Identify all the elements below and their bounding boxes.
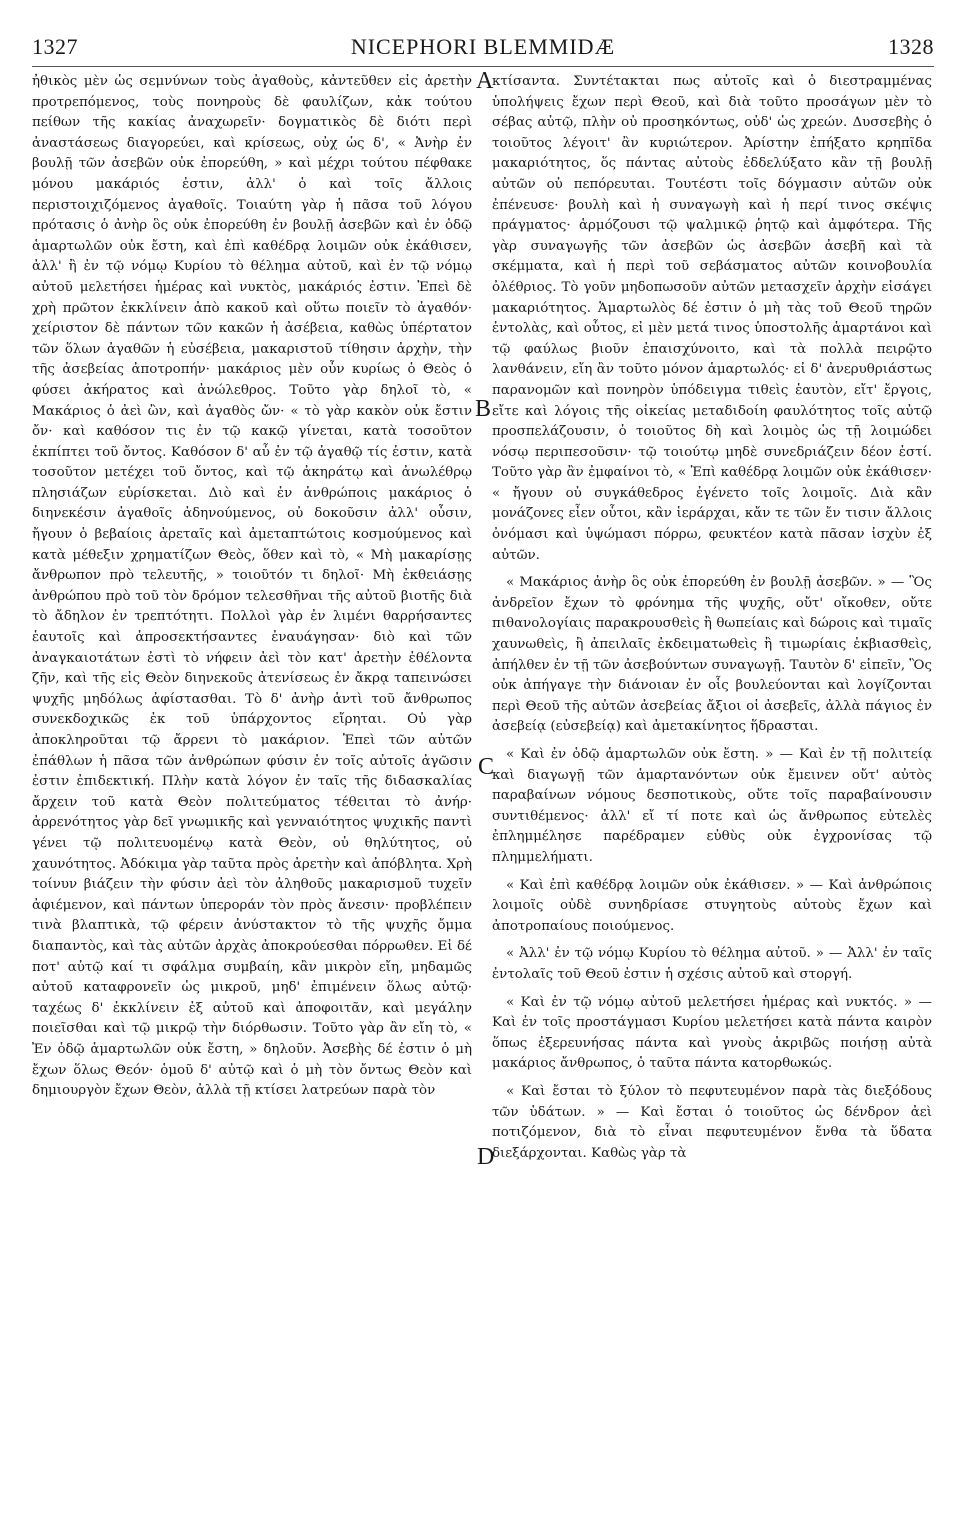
verse-commentary: « Καὶ ἐν τῷ νόμῳ αὐτοῦ μελετήσει ἡμέρας καὶ νυκτός. » — Καὶ ἐν τοῖς προστάγμασι Κυρίου μελετήσει κατὰ πάντα καιρὸν ὅπως ἐξερευνήσας πάντα καὶ γνοὺς ἀκριβῶς ποιήσῃ αὐτὰ μακάριος ἄνθρωπος, ὁ ταῦτα πάντα κατορθωκώς. xyxy=(492,994,932,1072)
running-title: NICEPHORI BLEMMIDÆ xyxy=(350,34,616,59)
right-column xyxy=(492,72,932,1164)
section-marker-c: C xyxy=(478,754,495,780)
right-paragraph: κτίσαντα. Συντέτακται πως αὐτοῖς καὶ ὁ διεστραμμένας ὑπολήψεις ἔχων περὶ Θεοῦ, καὶ διὰ τοῦτο προσάγων μὲν τὸ σέβας αὐτῷ, πλὴν οὐ προσηκόντως, οὐδ' ὡς χρεών. Δυσσεβὴς ὁ τοιοῦτος λέγοιτ' ἂν κυριώτερον. Ἀρίστην ἐπήξατο κρηπῖδα μακαριότητος, ὅς πάντας αὐτοὺς ἐδδελύξατο κἂν τῇ βουλῇ αὐτῶν οὐ πεπόρευται. Τουτέστι τοῖς δόγμασιν αὐτῶν οὐκ ἐπένευσε· βουλὴ καὶ ἡ συναγωγὴ καὶ ἡ περί τινος σκέψις πράγματος· ἁρμόζουσι τῷ ψαλμικῷ ῥητῷ καὶ ἀμφότερα. Τῆς γὰρ συναγωγῆς τῶν ἀσεβῶν ὡς ἀσεβῶν ἀσεβῆ καὶ τὰ σκέμματα, καὶ ἡ περὶ τοῦ σεβάσματος αὐτῶν κοινοβουλία ὀλέθριος. Τὸ γοῦν μηδοπωσοῦν αὐτῶν μετασχεῖν ἀρχὴν εἰσάγει μακαριότητος. Ἁμαρτωλὸς δέ ἐστιν ὁ μὴ τὰς τοῦ Θεοῦ τηρῶν ἐντολὰς, καὶ οὗτος, εἰ μὲν μετά τινος ὑποστολῆς ἁμαρτάνοι καὶ τῷ φαύλως βιοῦν ἐπαισχύνοιτο, καὶ τὰ πολλὰ πειρῷτο λανθάνειν, εἴη ἂν τοῦτο μόνον ἁμαρτωλός· εἰ δ' ἀνερυθριάστως παρανομῶν καὶ πονηρὸν ὑπόδειγμα τιθεὶς ἑαυτὸν, εἴτ' ἔργοις, εἴτε καὶ λόγοις τῆς οἰκείας μεταδιδοίη φαυλότητος τοῖς αὐτῷ προσπελάζουσιν, ὁ τοιοῦτος δὴ καὶ λοιμὸς ὡς τῇ λοιμώδει νόσῳ περιπεσοῦσιν· τῷ τοιούτῳ μηδὲ συνεδριάζειν δέον ἐστί. Τοῦτο γὰρ ἂν ἐμφαίνοι τὸ, « Ἐπὶ καθέδρᾳ λοιμῶν οὐκ ἐκάθισεν· « ἤγουν οὐ συγκάθεδρος ἐγένετο τοῖς λοιμοῖς. Διὰ κἂν μονάζονες εἶεν οὗτοι, κἂν ἱεράρχαι, κἄν τε τῶν ἔν τισιν ἄλλοις ὀνόμασι καὶ ὑψώμασι πόρρω, φευκτέον κατὰ πᾶσαν ἰσχὺν ἐξ αὐτῶν. xyxy=(492,74,932,563)
verse-commentary: « Καὶ ἔσται τὸ ξύλον τὸ πεφυτευμένον παρὰ τὰς διεξόδους τῶν ὑδάτων. » — Καὶ ἔσται ὁ τοιοῦτος ὡς δένδρον ἀεὶ ποτιζόμενον, διὰ τὸ εἶναι πεφυτευμένον ἔνθα τὰ ὕδατα διεξάρχονται. Καθὼς γὰρ τὰ xyxy=(492,1083,932,1161)
left-column xyxy=(32,72,472,1102)
verse-commentary: « Καὶ ἐπὶ καθέδρᾳ λοιμῶν οὐκ ἐκάθισεν. » — Καὶ ἀνθρώποις λοιμοῖς οὐδὲ συνηδρίασε στυγητοὺς αὐτοὺς ἔχων καὶ ἀποτροπαίους ποιούμενος. xyxy=(492,877,932,934)
header-rule xyxy=(32,66,934,67)
section-marker-d: D xyxy=(477,1144,495,1170)
verse-commentary: « Καὶ ἐν ὁδῷ ἁμαρτωλῶν οὐκ ἔστη. » — Καὶ ἐν τῇ πολιτείᾳ καὶ διαγωγῇ τῶν ἁμαρτανόντων οὐκ ἔμεινεν οὔτ' αὐτὸς παραβαίνων νόμους δεσποτικοὺς, οὔτε τοῖς παραβαίνουσιν συντιθέμενος· ἀλλ' εἴ τί ποτε καὶ ὡς ἄνθρωπος εὐτελὲς ἐπλημμέλησε παρέδραμεν εὐθὺς οὐκ ἐγχρονίσας τῷ πλημμελήματι. xyxy=(492,747,932,865)
right-page-number: 1328 xyxy=(887,34,934,59)
left-paragraph: ἠθικὸς μὲν ὡς σεμνύνων τοὺς ἀγαθοὺς, κἀντεῦθεν εἰς ἀρετὴν προτρεπόμενος, τοὺς πονηροὺς δὲ φαυλίζων, κἀκ τούτου πείθων τῆς κακίας ἀναχωρεῖν· δογματικὸς δὲ διότι περὶ ἀναστάσεως διαγορεύει, καὶ κρίσεως, οὐχ ὡς δ', « Ἀνὴρ ἐν βουλῇ τῶν ἀσεβῶν οὐκ ἐπορεύθη, » καὶ μέχρι τούτου πέφθακε μόνου μακάριός ἐστιν, ἀλλ' ὁ καὶ τοῖς ἄλλοις περιστοιχιζόμενος ἀγαθοῖς. Τοιαύτη γὰρ ἡ πᾶσα τοῦ λόγου πρότασις ὁ ἀνὴρ ὃς οὐκ ἐπορεύθη ἐν βουλῇ ἀσεβῶν καὶ ἐν ὁδῷ ἁμαρτωλῶν οὐκ ἔστη, καὶ ἐπὶ καθέδρᾳ λοιμῶν οὐκ ἐκάθισεν, ἀλλ' ἢ ἐν τῷ νόμῳ Κυρίου τὸ θέλημα αὐτοῦ, καὶ ἐν τῷ νόμῳ αὐτοῦ μελετήσει ἡμέρας καὶ νυκτὸς, μακάριός ἐστιν. Ἐπεὶ δὲ χρὴ πρῶτον ἐκκλίνειν ἀπὸ κακοῦ καὶ οὕτω ποιεῖν τὸ ἀγαθόν· χείριστον δὲ πάντων τῶν κακῶν ἡ ἀσέβεια, καθὼς ὑπέρτατον τῶν ὅλων ἀγαθῶν ἡ εὐσέβεια, μακαριστοῦ τίθησιν ἀρχὴν, τὴν τῆς ἀσεβείας ἀποτροπήν· μακάριος μὲν οὖν κυρίως ὁ Θεὸς ὁ φύσει ἀκήρατος καὶ ἀνώλεθρος. Τοῦτο γὰρ δηλοῖ τὸ, « Μακάριος ὁ ἀεὶ ὢν, καὶ ἀγαθὸς ὤν· « τὸ γὰρ κακὸν οὐκ ἔστιν ὄν· καὶ καθόσον τις ἐν τῷ κακῷ γίνεται, κατὰ τοσοῦτον ἐκπίπτει τοῦ ὄντος. Καθόσον δ' αὖ ἐν τῷ ἀγαθῷ τίς ἐστιν, κατὰ τοσοῦτον μετέχει τοῦ ὄντος, καὶ τῷ ἀκηράτῳ καὶ ἀνωλέθρῳ πλησιάζων εὑρίσκεται. Διὸ καὶ ἐν ἀνθρώποις μακάριος ὁ διηνεκέσιν ἀγαθοῖς ἀδηνούμενος, οὐ δοκοῦσιν ἀλλ' οὖσιν, ἤγουν ὁ βεβαίοις ἀρεταῖς καὶ ἀμεταπτώτοις κοσμούμενος καὶ κατὰ μέθεξιν χρηματίζων Θεὸς, ὅθεν καὶ τὸ, « Μὴ μακαρίσῃς ἄνθρωπον πρὸ τελευτῆς, » τοιοῦτόν τι δηλοῖ· Μὴ ἐκθειάσῃς ἀνθρώπου πρὸ τοῦ τὸν δρόμον τελεσθῆναι τῆς αὐτοῦ βιοτῆς διὰ τὸ ἄδηλον ἐν τρεπτότητι. Πολλοὶ γὰρ ἐν λιμένι θαρρήσαντες ἑαυτοῖς καὶ ἀπροσεκτήσαντες ἐναυάγησαν· διὸ καὶ τῶν ἀναγκαιοτάτων ἐστὶ τὸ νήφειν ἀεὶ τὸν κατ' ἀρετὴν ἐθέλοντα ζῆν, καὶ τῆς εἰς Θεὸν διηνεκοῦς ἀτενίσεως ἐν ἄκρᾳ ταπεινώσει ψυχῆς μηδόλως ἀφίστασθαι. Τὸ δ' ἀνὴρ ἀντὶ τοῦ ἄνθρωπος συνεκδοχικῶς ἐκ τοῦ ὑπάρχοντος εἴρηται. Οὐ γὰρ ἀποκληροῦται τῷ ἄρρενι τὸ μακάριον. Ἐπεὶ τῶν αὐτῶν ἐπάθλων ἡ πᾶσα τῶν ἀνθρώπων φύσιν ἐν τοῖς αὐτοῖς ἀγῶσιν ἐστιν ἐπιδεκτική. Πλὴν κατὰ λόγον ἐν ταῖς τῆς διδασκαλίας ἄρχειν τοῦ κατὰ Θεὸν πολιτεύματος τέθειται τὸ ἀνήρ· ἀρρενότητος γὰρ δεῖ γνωμικῆς καὶ γενναιότητος ψυχικῆς παντὶ γένει τῷ πολιτευομένῳ κατὰ Θεὸν, οὐ θηλύτητος, οὐ χαυνότητος. Ἀδόκιμα γὰρ ταῦτα πρὸς ἀρετὴν καὶ ἀπόβλητα. Χρὴ τοίνυν βιάζειν τὴν φύσιν ἀεὶ τὸν ἀληθοῦς μακαρισμοῦ τυχεῖν ἀφιέμενον, καὶ πάντων ὑπεροράν τὸν πρὸς ἄνεσιν· προβλέπειν τινὰ βλαπτικὰ, τῷ φέρειν ἀνύστακτον τὸ τῆς ψυχῆς ὄμμα διαπαντὸς, καὶ τὰς αὐτῶν ἀρχὰς ἀποκρούεσθαι πόρρωθεν. Εἰ δέ ποτ' αὐτῷ καί τι σφάλμα συμβαίη, κἂν μικρὸν εἴη, μηδαμῶς αὐτοῦ καταφρονεῖν ὡς μικροῦ, μηδ' ἐπιμένειν ὅλως αὐτῷ· ταχέως δ' ἐκκλίνειν ἐξ αὐτοῦ καὶ ἀποφοιτᾶν, καὶ μεγάλην ποιεῖσθαι καὶ τῷ μικρῷ τὴν διόρθωσιν. Τοῦτο γὰρ ἂν εἴη τὸ, « Ἐν ὁδῷ ἁμαρτωλῶν οὐκ ἔστη, » δηλοῦν. Ἀσεβὴς δέ ἐστιν ὁ μὴ ἔχων ὅλως Θεόν· ὁμοῦ δ' αὐτῷ καὶ ὁ μὴ τὸν ὄντως Θεὸν καὶ δημιουργὸν ἔχων Θεὸν, ἀλλὰ τῇ κτίσει λατρεύων παρὰ τὸν xyxy=(32,74,472,1099)
verse-commentary: « Ἀλλ' ἐν τῷ νόμῳ Κυρίου τὸ θέλημα αὐτοῦ. » — Ἀλλ' ἐν ταῖς ἐντολαῖς τοῦ Θεοῦ ἐστιν ἡ σχέσις αὐτοῦ καὶ στοργή. xyxy=(492,946,932,982)
verse-commentary: « Μακάριος ἀνὴρ ὃς οὐκ ἐπορεύθη ἐν βουλῇ ἀσεβῶν. » — Ὃς ἀνδρεῖον ἔχων τὸ φρόνημα τῆς ψυχῆς, οὔτ' οἴκοθεν, οὔτε πιθανολογίαις παρακρουσθεὶς ἢ θωπείαις καὶ δώροις καὶ τιμαῖς χαυνωθεὶς, ἢ ἀπειλαῖς ἐκδειματωθεὶς ἢ τιμωρίαις ἐκβιασθεὶς, ἀπήλθεν ἐν τῇ τῶν ἀσεβούντων συναγωγῇ. Ταυτὸν δ' εἰπεῖν, Ὃς οὐκ ἀπήγαγε τὴν διάνοιαν ἐν οἷς βουλεύονται καὶ λογίζονται περὶ Θεοῦ τῆς αὐτῶν ἀσεβείας ἄξιοι οἱ ἀσεβεῖς, ἀλλὰ πάγιος ἐν ἀσεβείᾳ (εὐσεβείᾳ) καὶ ἀμετακίνητος ἥδρασται. xyxy=(492,575,933,735)
section-marker-b: B xyxy=(475,396,492,422)
running-header xyxy=(32,34,934,64)
left-page-number: 1327 xyxy=(32,34,78,59)
section-marker-a: A xyxy=(476,68,494,94)
